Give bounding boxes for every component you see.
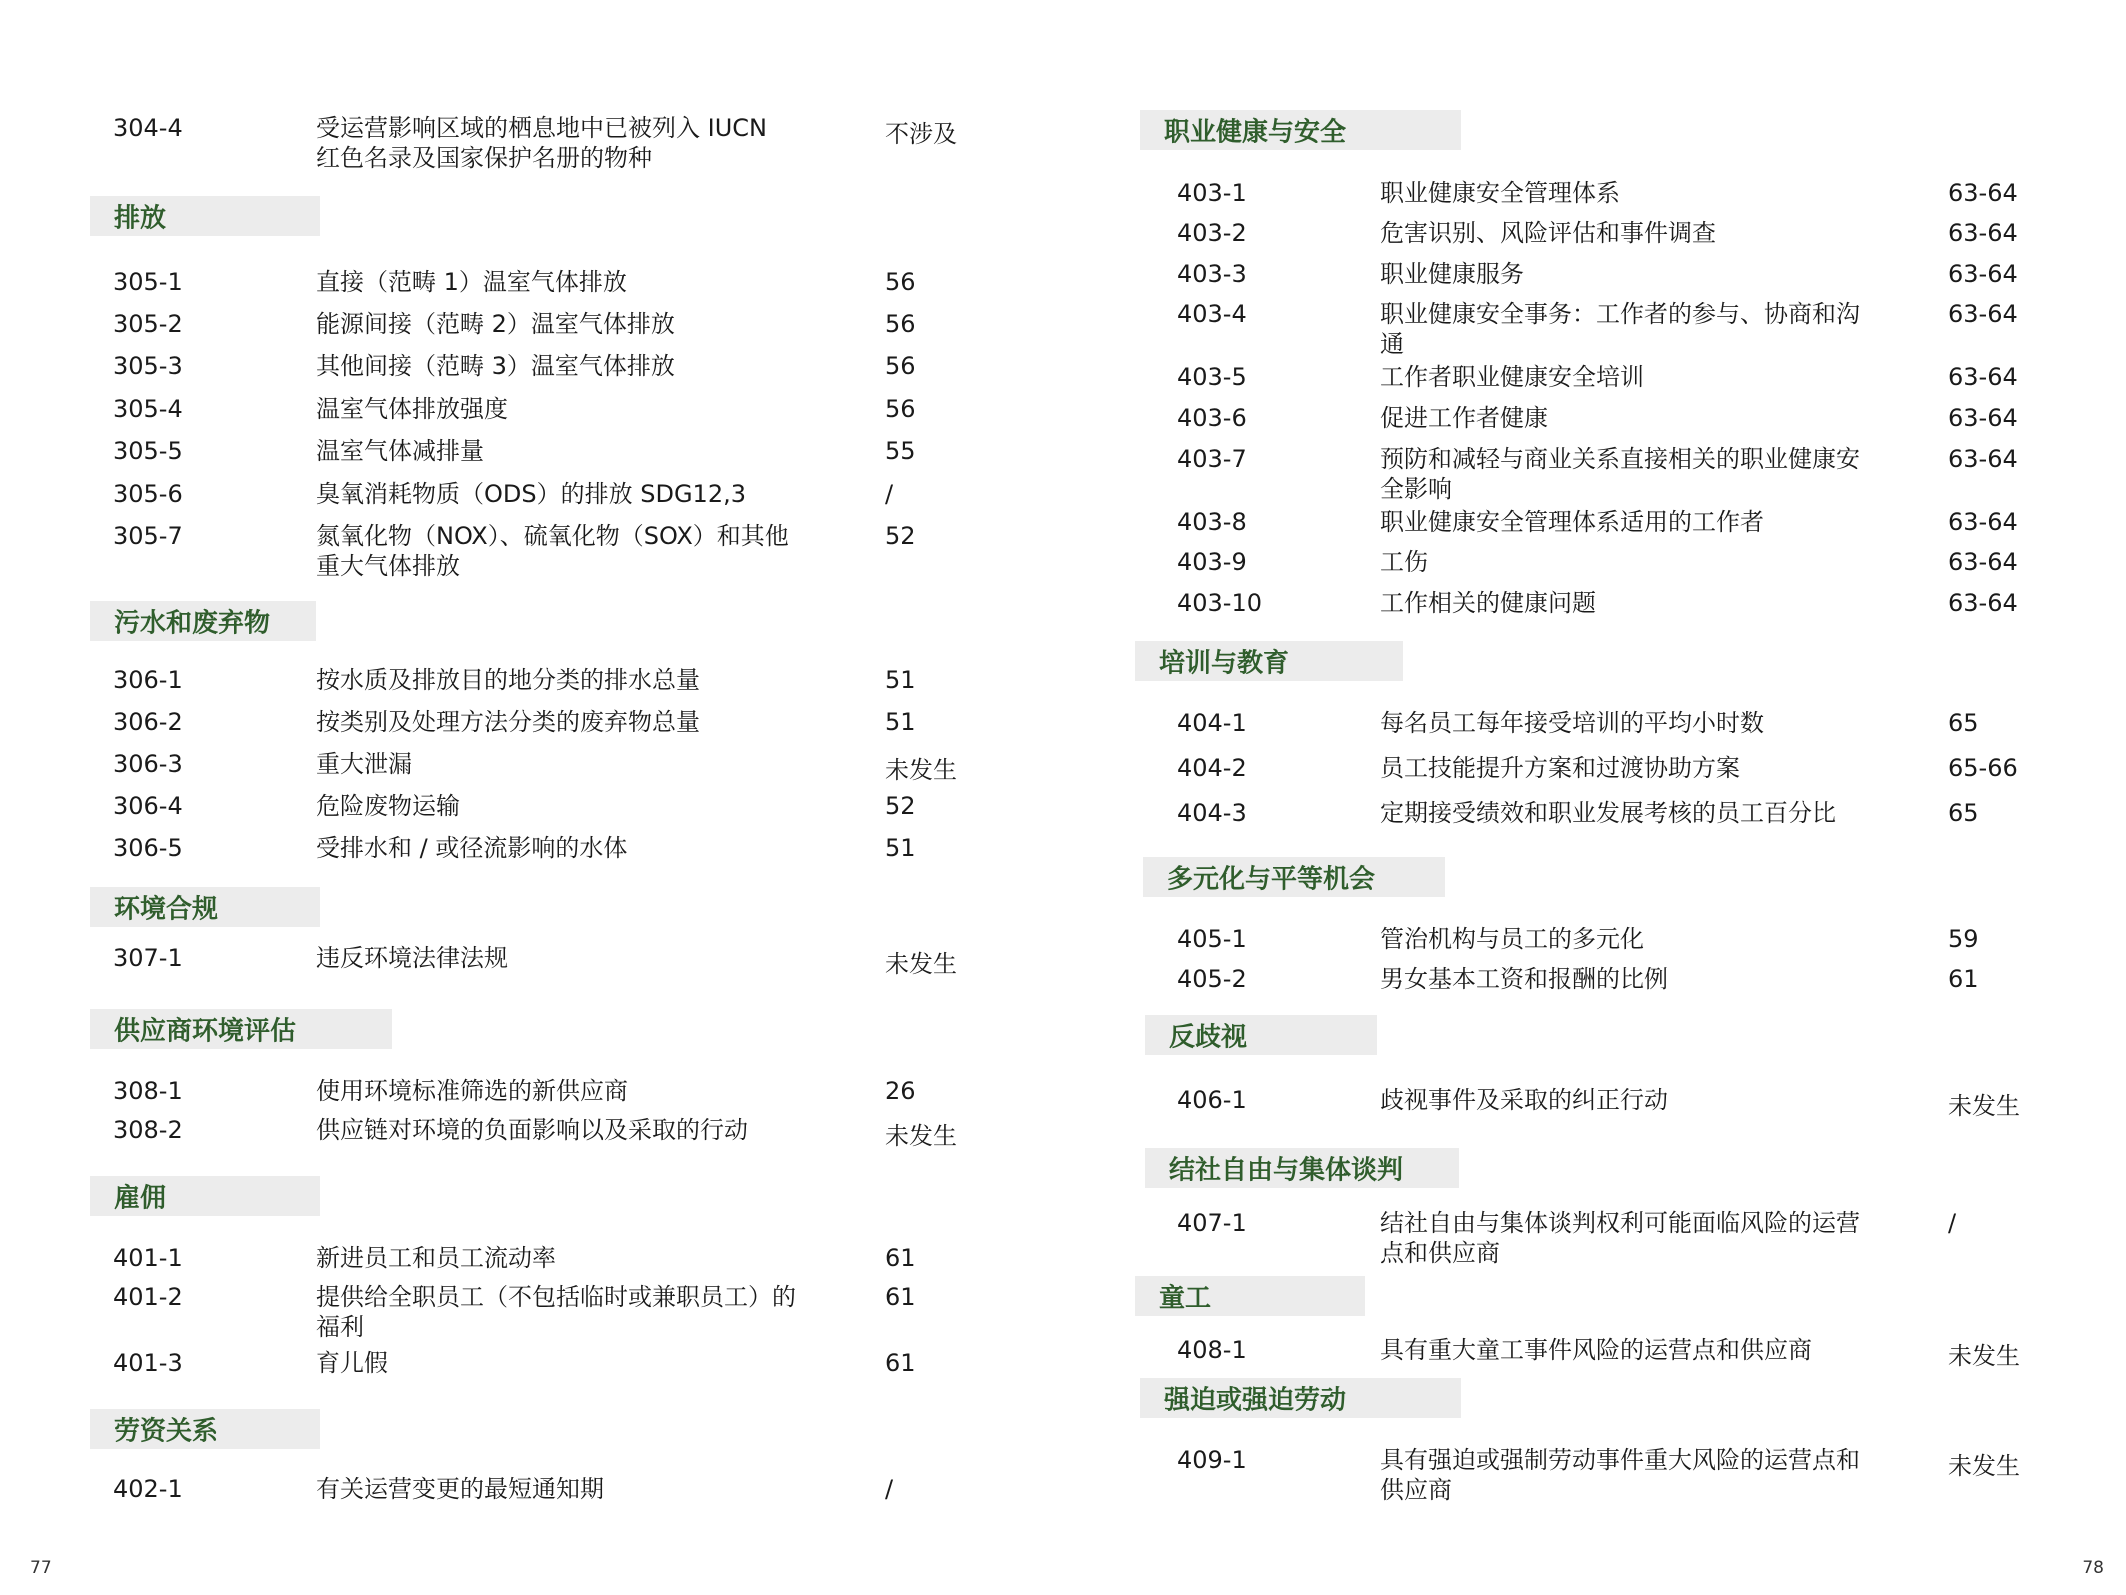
indicator-code: 403-8 xyxy=(1177,508,1247,536)
page-reference: 63-64 xyxy=(1948,363,2018,391)
indicator-code: 305-7 xyxy=(113,522,183,550)
section-title: 结社自由与集体谈判 xyxy=(1169,1155,1404,1186)
indicator-code: 305-6 xyxy=(113,480,183,508)
section-header xyxy=(90,196,320,236)
indicator-description: 促进工作者健康 xyxy=(1380,404,1548,432)
section-title: 童工 xyxy=(1159,1283,1212,1314)
indicator-code: 406-1 xyxy=(1177,1086,1247,1114)
indicator-code: 306-2 xyxy=(113,708,183,736)
section-title: 供应商环境评估 xyxy=(114,1016,297,1047)
indicator-code: 401-3 xyxy=(113,1349,183,1377)
indicator-code: 403-4 xyxy=(1177,300,1247,328)
indicator-description: 重大泄漏 xyxy=(316,750,412,778)
indicator-description: 具有重大童工事件风险的运营点和供应商 xyxy=(1380,1336,1812,1364)
indicator-code: 403-6 xyxy=(1177,404,1247,432)
page-reference: 51 xyxy=(885,666,916,694)
section-title: 反歧视 xyxy=(1169,1022,1248,1053)
indicator-code: 304-4 xyxy=(113,114,183,142)
page-reference: 61 xyxy=(885,1349,916,1377)
page-reference: 55 xyxy=(885,437,916,465)
indicator-description: 使用环境标准筛选的新供应商 xyxy=(316,1077,628,1105)
section-title: 职业健康与安全 xyxy=(1164,117,1347,148)
indicator-description: 育儿假 xyxy=(316,1349,388,1377)
indicator-code: 401-2 xyxy=(113,1283,183,1311)
indicator-code: 408-1 xyxy=(1177,1336,1247,1364)
indicator-description: 管治机构与员工的多元化 xyxy=(1380,925,1644,953)
page-reference: 未发生 xyxy=(885,950,957,978)
indicator-description: 按水质及排放目的地分类的排水总量 xyxy=(316,666,700,694)
indicator-code: 305-1 xyxy=(113,268,183,296)
indicator-code: 308-1 xyxy=(113,1077,183,1105)
indicator-description: 职业健康安全事务：工作者的参与、协商和沟通 xyxy=(1380,300,1860,358)
indicator-code: 305-4 xyxy=(113,395,183,423)
page-reference: 65-66 xyxy=(1948,754,2018,782)
indicator-code: 403-2 xyxy=(1177,219,1247,247)
page-reference: 26 xyxy=(885,1077,916,1105)
indicator-code: 409-1 xyxy=(1177,1446,1247,1474)
indicator-code: 403-10 xyxy=(1177,589,1263,617)
indicator-description: 员工技能提升方案和过渡协助方案 xyxy=(1380,754,1740,782)
page-reference: / xyxy=(885,1475,894,1503)
page-reference: 61 xyxy=(1948,965,1979,993)
indicator-description: 职业健康安全管理体系 xyxy=(1380,179,1620,207)
indicator-code: 401-1 xyxy=(113,1244,183,1272)
indicator-code: 404-3 xyxy=(1177,799,1247,827)
page-reference: 未发生 xyxy=(885,756,957,784)
page-reference: 65 xyxy=(1948,799,1979,827)
indicator-description: 按类别及处理方法分类的废弃物总量 xyxy=(316,708,700,736)
section-title: 劳资关系 xyxy=(114,1416,219,1447)
indicator-description: 受排水和 / 或径流影响的水体 xyxy=(316,834,628,862)
section-header xyxy=(1135,641,1403,681)
section-header xyxy=(90,1176,320,1216)
page-reference: 未发生 xyxy=(885,1122,957,1150)
indicator-description: 职业健康服务 xyxy=(1380,260,1524,288)
indicator-description: 供应链对环境的负面影响以及采取的行动 xyxy=(316,1116,748,1144)
indicator-description: 工作相关的健康问题 xyxy=(1380,589,1596,617)
indicator-description: 危险废物运输 xyxy=(316,792,460,820)
page-reference: / xyxy=(885,480,894,508)
indicator-description: 工伤 xyxy=(1380,548,1428,576)
section-title: 排放 xyxy=(114,203,167,234)
indicator-description: 氮氧化物（NOX）、硫氧化物（SOX）和其他重大气体排放 xyxy=(316,522,789,580)
indicator-description: 违反环境法律法规 xyxy=(316,944,508,972)
indicator-code: 305-2 xyxy=(113,310,183,338)
section-header xyxy=(1145,1015,1377,1055)
page-reference: 52 xyxy=(885,792,916,820)
indicator-description: 结社自由与集体谈判权利可能面临风险的运营点和供应商 xyxy=(1380,1209,1860,1267)
page-reference: 未发生 xyxy=(1948,1452,2020,1480)
page-reference: 63-64 xyxy=(1948,508,2018,536)
indicator-description: 具有强迫或强制劳动事件重大风险的运营点和供应商 xyxy=(1380,1446,1860,1504)
indicator-code: 403-9 xyxy=(1177,548,1247,576)
indicator-code: 403-5 xyxy=(1177,363,1247,391)
indicator-code: 305-3 xyxy=(113,352,183,380)
indicator-code: 306-1 xyxy=(113,666,183,694)
section-header xyxy=(1140,1378,1461,1418)
indicator-description: 提供给全职员工（不包括临时或兼职员工）的福利 xyxy=(316,1283,796,1341)
indicator-code: 403-1 xyxy=(1177,179,1247,207)
page-number: 78 xyxy=(2082,1558,2104,1578)
page-reference: 52 xyxy=(885,522,916,550)
section-header xyxy=(90,1409,320,1449)
indicator-code: 404-1 xyxy=(1177,709,1247,737)
section-header xyxy=(90,601,316,641)
indicator-code: 405-2 xyxy=(1177,965,1247,993)
indicator-code: 402-1 xyxy=(113,1475,183,1503)
indicator-description: 臭氧消耗物质（ODS）的排放 SDG12,3 xyxy=(316,480,746,508)
section-title: 环境合规 xyxy=(114,894,219,925)
indicator-code: 403-7 xyxy=(1177,445,1247,473)
page-reference: 59 xyxy=(1948,925,1979,953)
section-header xyxy=(1135,1276,1365,1316)
page-reference: 56 xyxy=(885,310,916,338)
page-reference: 63-64 xyxy=(1948,300,2018,328)
page-number: 77 xyxy=(30,1558,52,1578)
indicator-code: 404-2 xyxy=(1177,754,1247,782)
page-reference: 56 xyxy=(885,352,916,380)
page-reference: 63-64 xyxy=(1948,260,2018,288)
indicator-code: 306-3 xyxy=(113,750,183,778)
page-reference: 63-64 xyxy=(1948,404,2018,432)
indicator-description: 温室气体排放强度 xyxy=(316,395,508,423)
section-title: 雇佣 xyxy=(114,1183,167,1214)
indicator-code: 407-1 xyxy=(1177,1209,1247,1237)
page-reference: 56 xyxy=(885,268,916,296)
indicator-code: 405-1 xyxy=(1177,925,1247,953)
page-reference: 51 xyxy=(885,834,916,862)
page-reference: 63-64 xyxy=(1948,179,2018,207)
indicator-description: 职业健康安全管理体系适用的工作者 xyxy=(1380,508,1764,536)
page-reference: 63-64 xyxy=(1948,548,2018,576)
section-header xyxy=(1140,110,1461,150)
page-reference: / xyxy=(1948,1209,1957,1237)
section-title: 培训与教育 xyxy=(1159,648,1290,679)
indicator-description: 预防和减轻与商业关系直接相关的职业健康安全影响 xyxy=(1380,445,1860,503)
section-title: 强迫或强迫劳动 xyxy=(1164,1385,1347,1416)
indicator-description: 温室气体减排量 xyxy=(316,437,484,465)
indicator-description: 直接（范畴 1）温室气体排放 xyxy=(316,268,627,296)
page-reference: 65 xyxy=(1948,709,1979,737)
page-reference: 63-64 xyxy=(1948,445,2018,473)
indicator-description: 定期接受绩效和职业发展考核的员工百分比 xyxy=(1380,799,1836,827)
indicator-description: 歧视事件及采取的纠正行动 xyxy=(1380,1086,1668,1114)
right-page xyxy=(1063,0,2126,1595)
page-reference: 61 xyxy=(885,1283,916,1311)
indicator-description: 其他间接（范畴 3）温室气体排放 xyxy=(316,352,675,380)
indicator-description: 新进员工和员工流动率 xyxy=(316,1244,556,1272)
section-title: 污水和废弃物 xyxy=(114,608,271,639)
indicator-code: 308-2 xyxy=(113,1116,183,1144)
indicator-description: 有关运营变更的最短通知期 xyxy=(316,1475,604,1503)
indicator-code: 307-1 xyxy=(113,944,183,972)
page-reference: 63-64 xyxy=(1948,589,2018,617)
indicator-code: 306-4 xyxy=(113,792,183,820)
section-header xyxy=(1145,1148,1459,1188)
section-title: 多元化与平等机会 xyxy=(1167,864,1376,895)
section-header xyxy=(90,887,320,927)
page-reference: 56 xyxy=(885,395,916,423)
page-reference: 61 xyxy=(885,1244,916,1272)
indicator-description: 每名员工每年接受培训的平均小时数 xyxy=(1380,709,1764,737)
indicator-description: 受运营影响区域的栖息地中已被列入 IUCN 红色名录及国家保护名册的物种 xyxy=(316,114,767,172)
page-reference: 63-64 xyxy=(1948,219,2018,247)
page-reference: 未发生 xyxy=(1948,1092,2020,1120)
indicator-code: 403-3 xyxy=(1177,260,1247,288)
indicator-description: 男女基本工资和报酬的比例 xyxy=(1380,965,1668,993)
indicator-description: 工作者职业健康安全培训 xyxy=(1380,363,1644,391)
section-header xyxy=(90,1009,392,1049)
page-reference: 51 xyxy=(885,708,916,736)
section-header xyxy=(1143,857,1445,897)
page-reference: 不涉及 xyxy=(885,120,957,148)
indicator-description: 能源间接（范畴 2）温室气体排放 xyxy=(316,310,675,338)
indicator-code: 306-5 xyxy=(113,834,183,862)
page-reference: 未发生 xyxy=(1948,1342,2020,1370)
indicator-code: 305-5 xyxy=(113,437,183,465)
indicator-description: 危害识别、风险评估和事件调查 xyxy=(1380,219,1716,247)
